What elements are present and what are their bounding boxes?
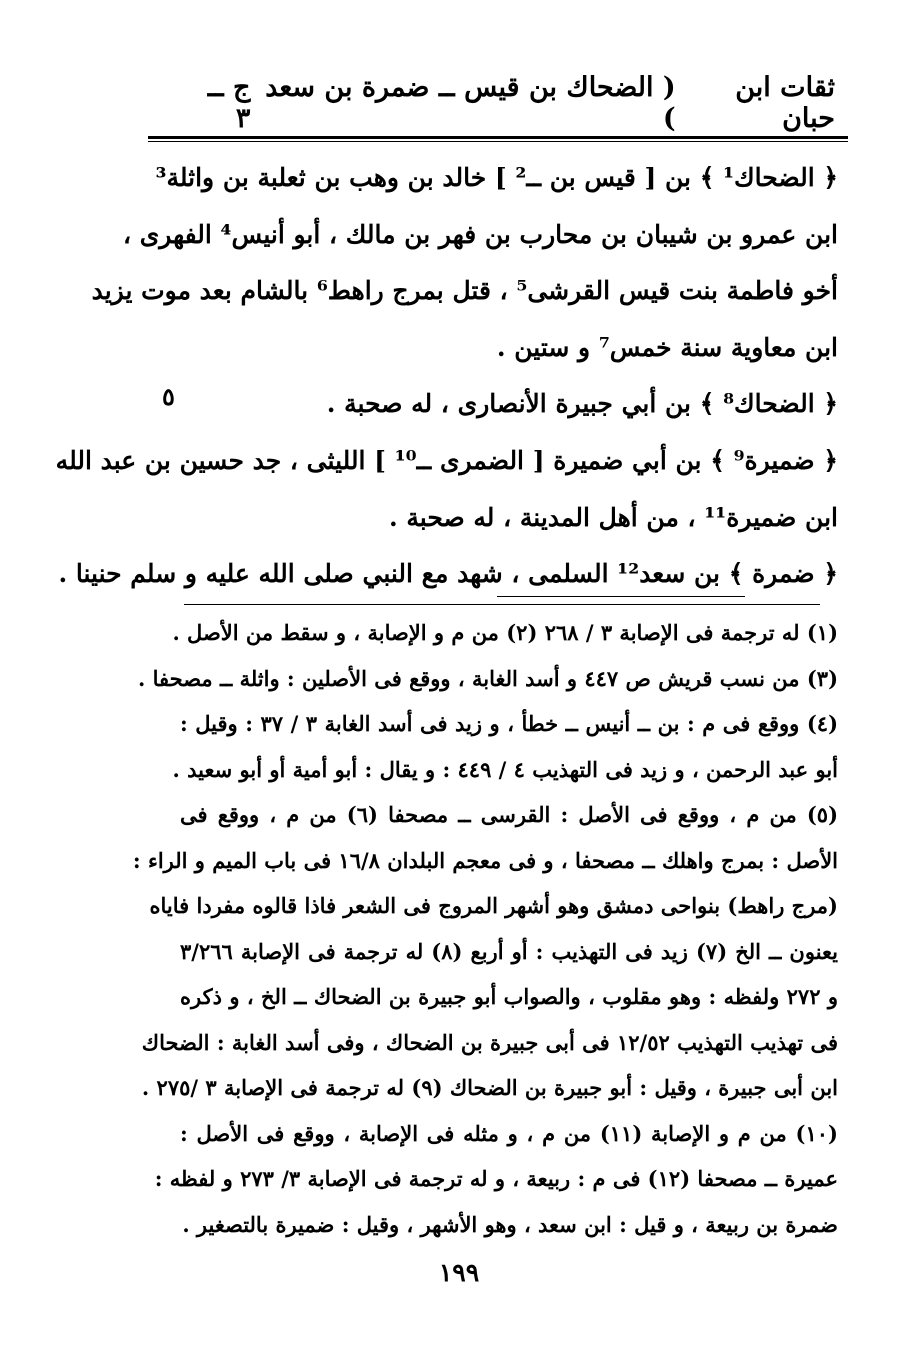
footnote-line: ضمرة بن ربيعة ، و قيل : ابن سعد ، وهو الأشهر ، وقيل : ضميرة بالتصغير . [182,1211,838,1237]
text-line: ﴿ ضميرة⁹ ﴾ بن أبي ضميرة [ الضمرى ــ¹⁰ ] الليثى ، جد حسين بن عبد الله [55,445,838,475]
header-range: ( الضحاك بن قيس ــ ضمرة بن سعد ) [265,72,676,134]
main-text [55,150,838,603]
footnote-line: (٥) من م ، ووقع فى الأصل : القرسى ــ مصحفا (٦) من م ، ووقع فى [180,802,839,827]
footnote-line: عميرة ــ مصحفا (١٢) فى م : ربيعة ، و له ترجمة فى الإصابة ٣/ ٢٧٣ و لفظه : [154,1166,838,1191]
line-number-marker: ٥ [162,382,175,411]
footnote-line: ابن أبى جبيرة ، وقيل : أبو جبيرة بن الضحاك (٩) له ترجمة فى الإصابة ٣ /٢٧٥ . [141,1075,838,1100]
footnote-line: و ٢٧٢ ولفظه : وهو مقلوب ، والصواب أبو جبيرة بن الضحاك ــ الخ ، و ذكره [180,984,839,1009]
text-underline [497,596,745,597]
footnote-line: (٤) ووقع فى م : بن ــ أنيس ــ خطأ ، و زيد فى أسد الغابة ٣ / ٣٧ : وقيل : [180,711,838,736]
running-header [185,72,835,134]
footnote-line: أبو عبد الرحمن ، و زيد فى التهذيب ٤ / ٤٤٩ : و يقال : أبو أمية أو أبو سعيد . [172,756,838,782]
footnote-line: يعنون ــ الخ (٧) زيد فى التهذيب : أو أربع (٨) له ترجمة فى الإصابة ٣/٢٦٦ [180,938,839,964]
footnote-rule [184,604,820,605]
footnote-line: (١) له ترجمة فى الإصابة ٣ / ٢٦٨ (٢) من م و الإصابة ، و سقط من الأصل . [172,620,838,645]
text-line: أخو فاطمة بنت قيس القرشى⁵ ، قتل بمرج راهط⁶ بالشام بعد موت يزيد [91,276,838,306]
header-rule-thick [148,136,848,139]
footnotes [132,610,839,1247]
text-line: ابن معاوية سنة خمس⁷ و ستين . [496,332,838,362]
footnote-line: (٣) من نسب قريش ص ٤٤٧ و أسد الغابة ، ووقع فى الأصلين : واثلة ــ مصحفا . [138,665,838,691]
text-line: ﴿ الضحاك¹ ﴾ بن [ قيس بن ــ² ] خالد بن وهب بن ثعلبة بن واثلة³ [155,163,838,192]
text-line: ﴿ ضمرة ﴾ بن سعد¹² السلمى ، شهد مع النبي صلى الله عليه و سلم حنينا . [58,559,838,589]
text-line: ﴿ الضحاك⁸ ﴾ بن أبي جبيرة الأنصارى ، له صحبة . [326,389,838,419]
footnote-line: (مرج راهط) بنواحى دمشق وهو أشهر المروج فى الشعر فاذا قالوه مفردا فاياه [149,893,838,918]
footnote-line: فى تهذيب التهذيب ١٢/٥٢ فى أبى جبيرة بن الضحاك ، وفى أسد الغابة : الضحاك [141,1029,838,1055]
header-volume: ج ــ ٣ [207,72,251,134]
header-title: ثقات ابن حبان [735,72,835,134]
footnote-line: (١٠) من م و الإصابة (١١) من م ، و مثله فى الإصابة ، ووقع فى الأصل : [180,1120,838,1146]
text-line: ابن عمرو بن شيبان بن محارب بن فهر بن مالك ، أبو أنيس⁴ الفهرى ، [122,219,838,249]
header-rule-thin [148,141,848,142]
footnote-line: الأصل : بمرج واهلك ــ مصحفا ، و فى معجم البلدان ١٦/٨ فى باب الميم و الراء : [132,847,838,873]
text-line: ابن ضميرة¹¹ ، من أهل المدينة ، له صحبة . [388,502,838,532]
page-number: ١٩٩ [438,1258,480,1287]
